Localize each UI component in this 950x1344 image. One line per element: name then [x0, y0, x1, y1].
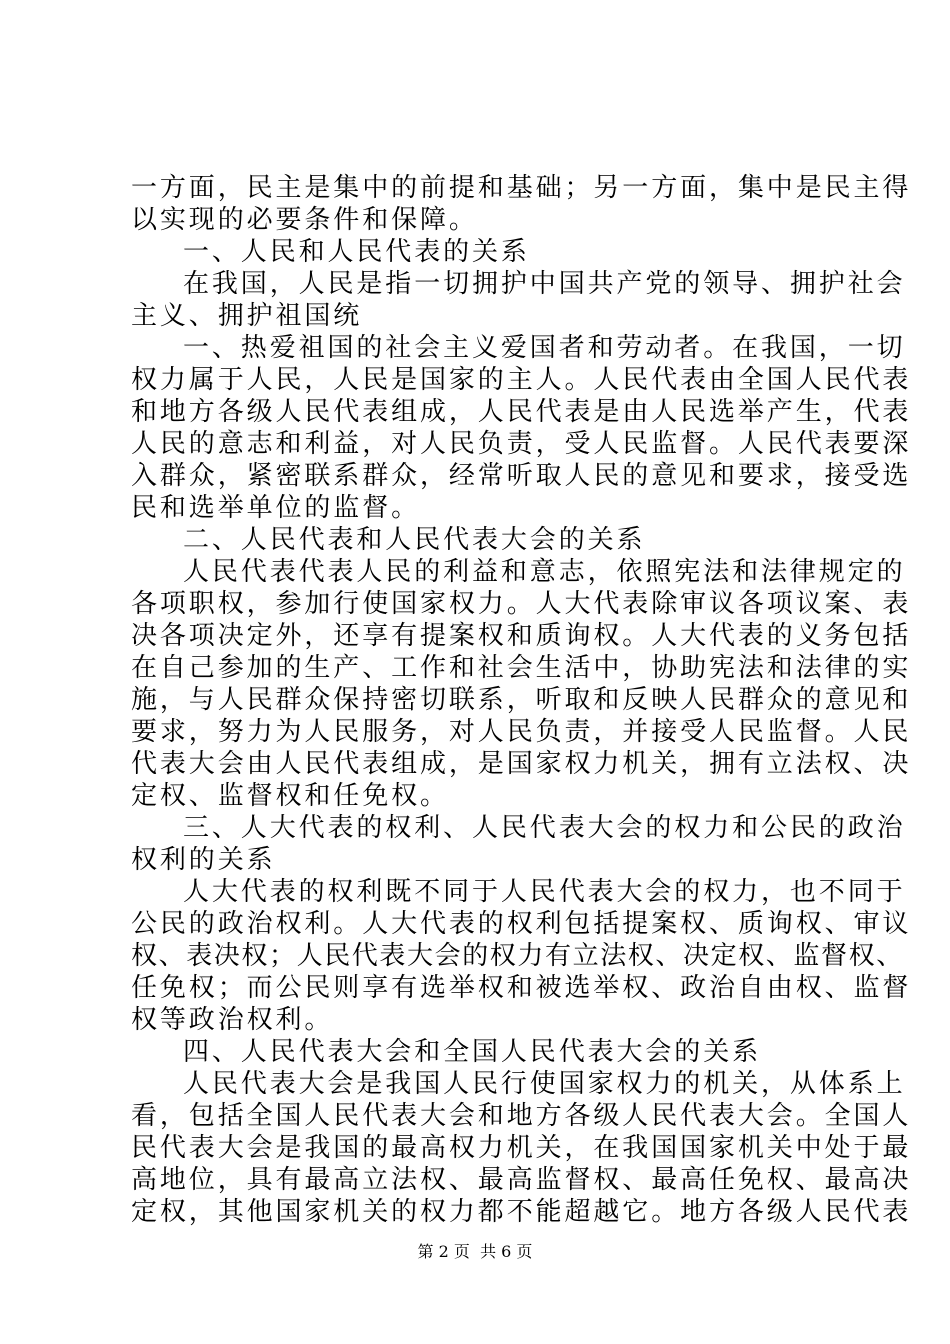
section-heading: 三、人大代表的权利、人民代表大会的权力和公民的政治: [183, 813, 906, 843]
body-text-line: 代表大会由人民代表组成，是国家权力机关，拥有立法权、决: [131, 749, 912, 779]
body-text-line: 公民的政治权利。人大代表的权利包括提案权、质询权、审议: [131, 909, 912, 939]
body-text-line: 要求，努力为人民服务，对人民负责，并接受人民监督。人民: [131, 717, 912, 747]
body-text-line: 人民的意志和利益，对人民负责，受人民监督。人民代表要深: [131, 429, 912, 459]
body-text-line: 主义、拥护祖国统: [131, 301, 363, 331]
body-text-line: 看，包括全国人民代表大会和地方各级人民代表大会。全国人: [131, 1101, 912, 1131]
body-text-line: 任免权；而公民则享有选举权和被选举权、政治自由权、监督: [131, 973, 912, 1003]
body-text-line: 权、表决权；人民代表大会的权力有立法权、决定权、监督权、: [131, 941, 904, 971]
paragraph-first-line: 一、热爱祖国的社会主义爱国者和劳动者。在我国，一切: [183, 333, 906, 363]
body-text-line: 高地位，具有最高立法权、最高监督权、最高任免权、最高决: [131, 1165, 912, 1195]
body-text-line: 权力属于人民，人民是国家的主人。人民代表由全国人民代表: [131, 365, 912, 395]
page-number-footer: 第 2 页 共 6 页: [417, 1242, 533, 1261]
body-text-line: 定权，其他国家机关的权力都不能超越它。地方各级人民代表: [131, 1197, 912, 1227]
paragraph-first-line: 在我国，人民是指一切拥护中国共产党的领导、拥护社会: [183, 269, 906, 299]
body-text-line: 各项职权，参加行使国家权力。人大代表除审议各项议案、表: [131, 589, 912, 619]
body-text-line: 入群众，紧密联系群众，经常听取人民的意见和要求，接受选: [131, 461, 912, 491]
body-text-line: 一方面，民主是集中的前提和基础；另一方面，集中是民主得: [131, 173, 912, 203]
section-heading: 一、人民和人民代表的关系: [183, 237, 530, 267]
section-heading: 二、人民代表和人民代表大会的关系: [183, 525, 646, 555]
body-text-line: 施，与人民群众保持密切联系，听取和反映人民群众的意见和: [131, 685, 912, 715]
body-text-line: 定权、监督权和任免权。: [131, 781, 449, 811]
body-text-line: 民代表大会是我国的最高权力机关，在我国国家机关中处于最: [131, 1133, 912, 1163]
paragraph-first-line: 人大代表的权利既不同于人民代表大会的权力，也不同于: [183, 877, 906, 907]
body-text-line: 在自己参加的生产、工作和社会生活中，协助宪法和法律的实: [131, 653, 912, 683]
section-heading-continued: 权利的关系: [131, 845, 276, 875]
body-text-line: 以实现的必要条件和保障。: [131, 205, 478, 235]
paragraph-first-line: 人民代表代表人民的利益和意志，依照宪法和法律规定的: [183, 557, 906, 587]
body-text-line: 民和选举单位的监督。: [131, 493, 421, 523]
section-heading: 四、人民代表大会和全国人民代表大会的关系: [183, 1037, 762, 1067]
paragraph-first-line: 人民代表大会是我国人民行使国家权力的机关，从体系上: [183, 1069, 906, 1099]
body-text-line: 决各项决定外，还享有提案权和质询权。人大代表的义务包括: [131, 621, 912, 651]
body-text-line: 权等政治权利。: [131, 1005, 334, 1035]
body-text-line: 和地方各级人民代表组成，人民代表是由人民选举产生，代表: [131, 397, 912, 427]
